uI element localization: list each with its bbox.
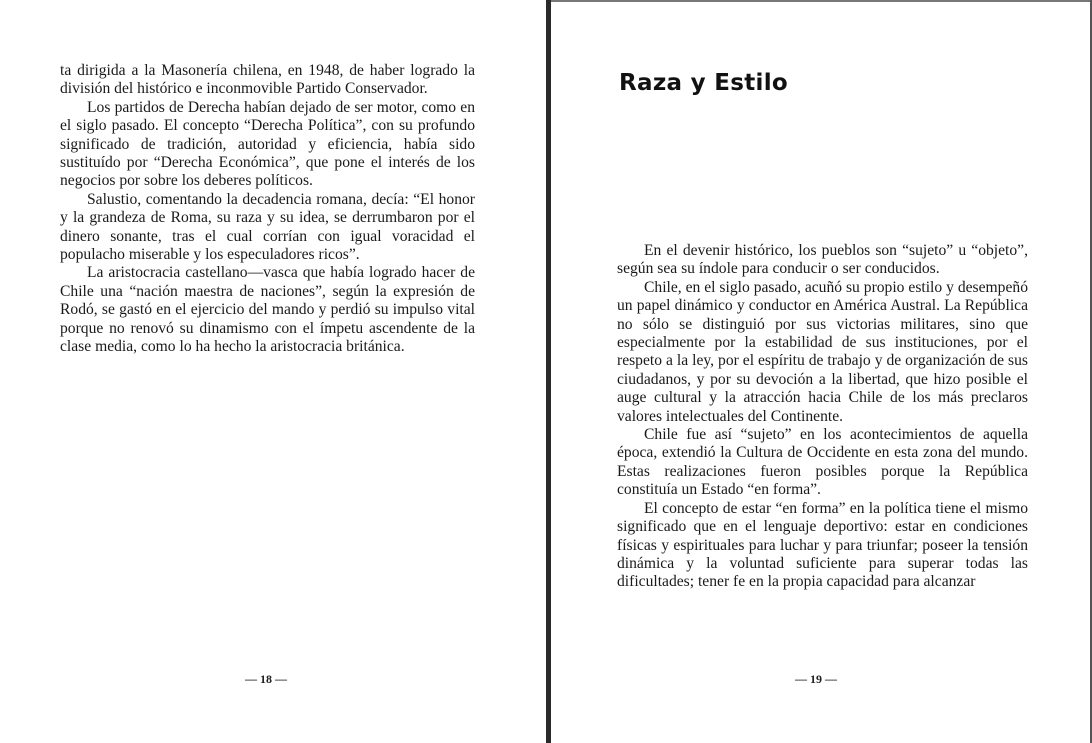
paragraph: El concepto de estar “en forma” en la política tiene el mismo significado que en el lenguaje deportivo: estar en condiciones físicas y espirituales para luchar y para triunfar; poseer la tensión dinámica y la voluntad suficiente para superar todas las dificultades; tener fe en la propia capacidad para alcanzar: [617, 499, 1028, 591]
paragraph: Chile, en el siglo pasado, acuñó su propio estilo y desempeñó un papel dinámico y conductor en América Austral. La República no sólo se distinguió por sus victorias militares, sino que especialmente por la estabilidad de sus instituciones, por el respeto a la ley, por el espíritu de trabajo y de organización de sus ciudadanos, y por su devoción a la libertad, que hizo posible el auge cultural y la atracción hacia Chile de los más preclaros valores intelectuales del Continente.: [617, 278, 1028, 425]
paragraph: Los partidos de Derecha habían dejado de ser motor, como en el siglo pasado. El concepto “Derecha Política”, con su profundo significado de tradición, autoridad y eficiencia, había sido sustituído por “Derecha Económica”, que pone el interés de los negocios por sobre los deberes políticos.: [60, 98, 475, 190]
right-page-body: [617, 242, 1028, 592]
page-number-right: — 19 —: [795, 672, 837, 686]
page-number-left: — 18 —: [245, 672, 287, 686]
page-top-edge: [551, 0, 1092, 2]
chapter-title: Raza y Estilo: [619, 70, 789, 96]
paragraph: La aristocracia castellano—vasca que había logrado hacer de Chile una “nación maestra de naciones”, según la expresión de Rodó, se gastó en el ejercicio del mando y perdió su impulso vital porque no renovó su dinamismo con el ímpetu ascendente de la clase media, como lo ha hecho la aristocracia británica.: [60, 264, 475, 356]
paragraph: En el devenir histórico, los pueblos son “sujeto” u “objeto”, según sea su índole para conducir o ser conducidos.: [617, 242, 1028, 278]
paragraph: Chile fue así “sujeto” en los acontecimientos de aquella época, extendió la Cultura de Occidente en esta zona del mundo. Estas realizaciones fueron posibles porque la República constituía un Estado “en forma”.: [617, 426, 1028, 499]
paragraph: Salustio, comentando la decadencia romana, decía: “El honor y la grandeza de Roma, su raza y su idea, se derrumbaron por el dinero sonante, tras el cual corrían con igual voracidad el populacho miserable y los especuladores ricos”.: [60, 190, 475, 264]
left-page-body: [60, 62, 475, 357]
paragraph: ta dirigida a la Masonería chilena, en 1948, de haber logrado la división del histórico e inconmovible Partido Conservador.: [60, 62, 475, 98]
